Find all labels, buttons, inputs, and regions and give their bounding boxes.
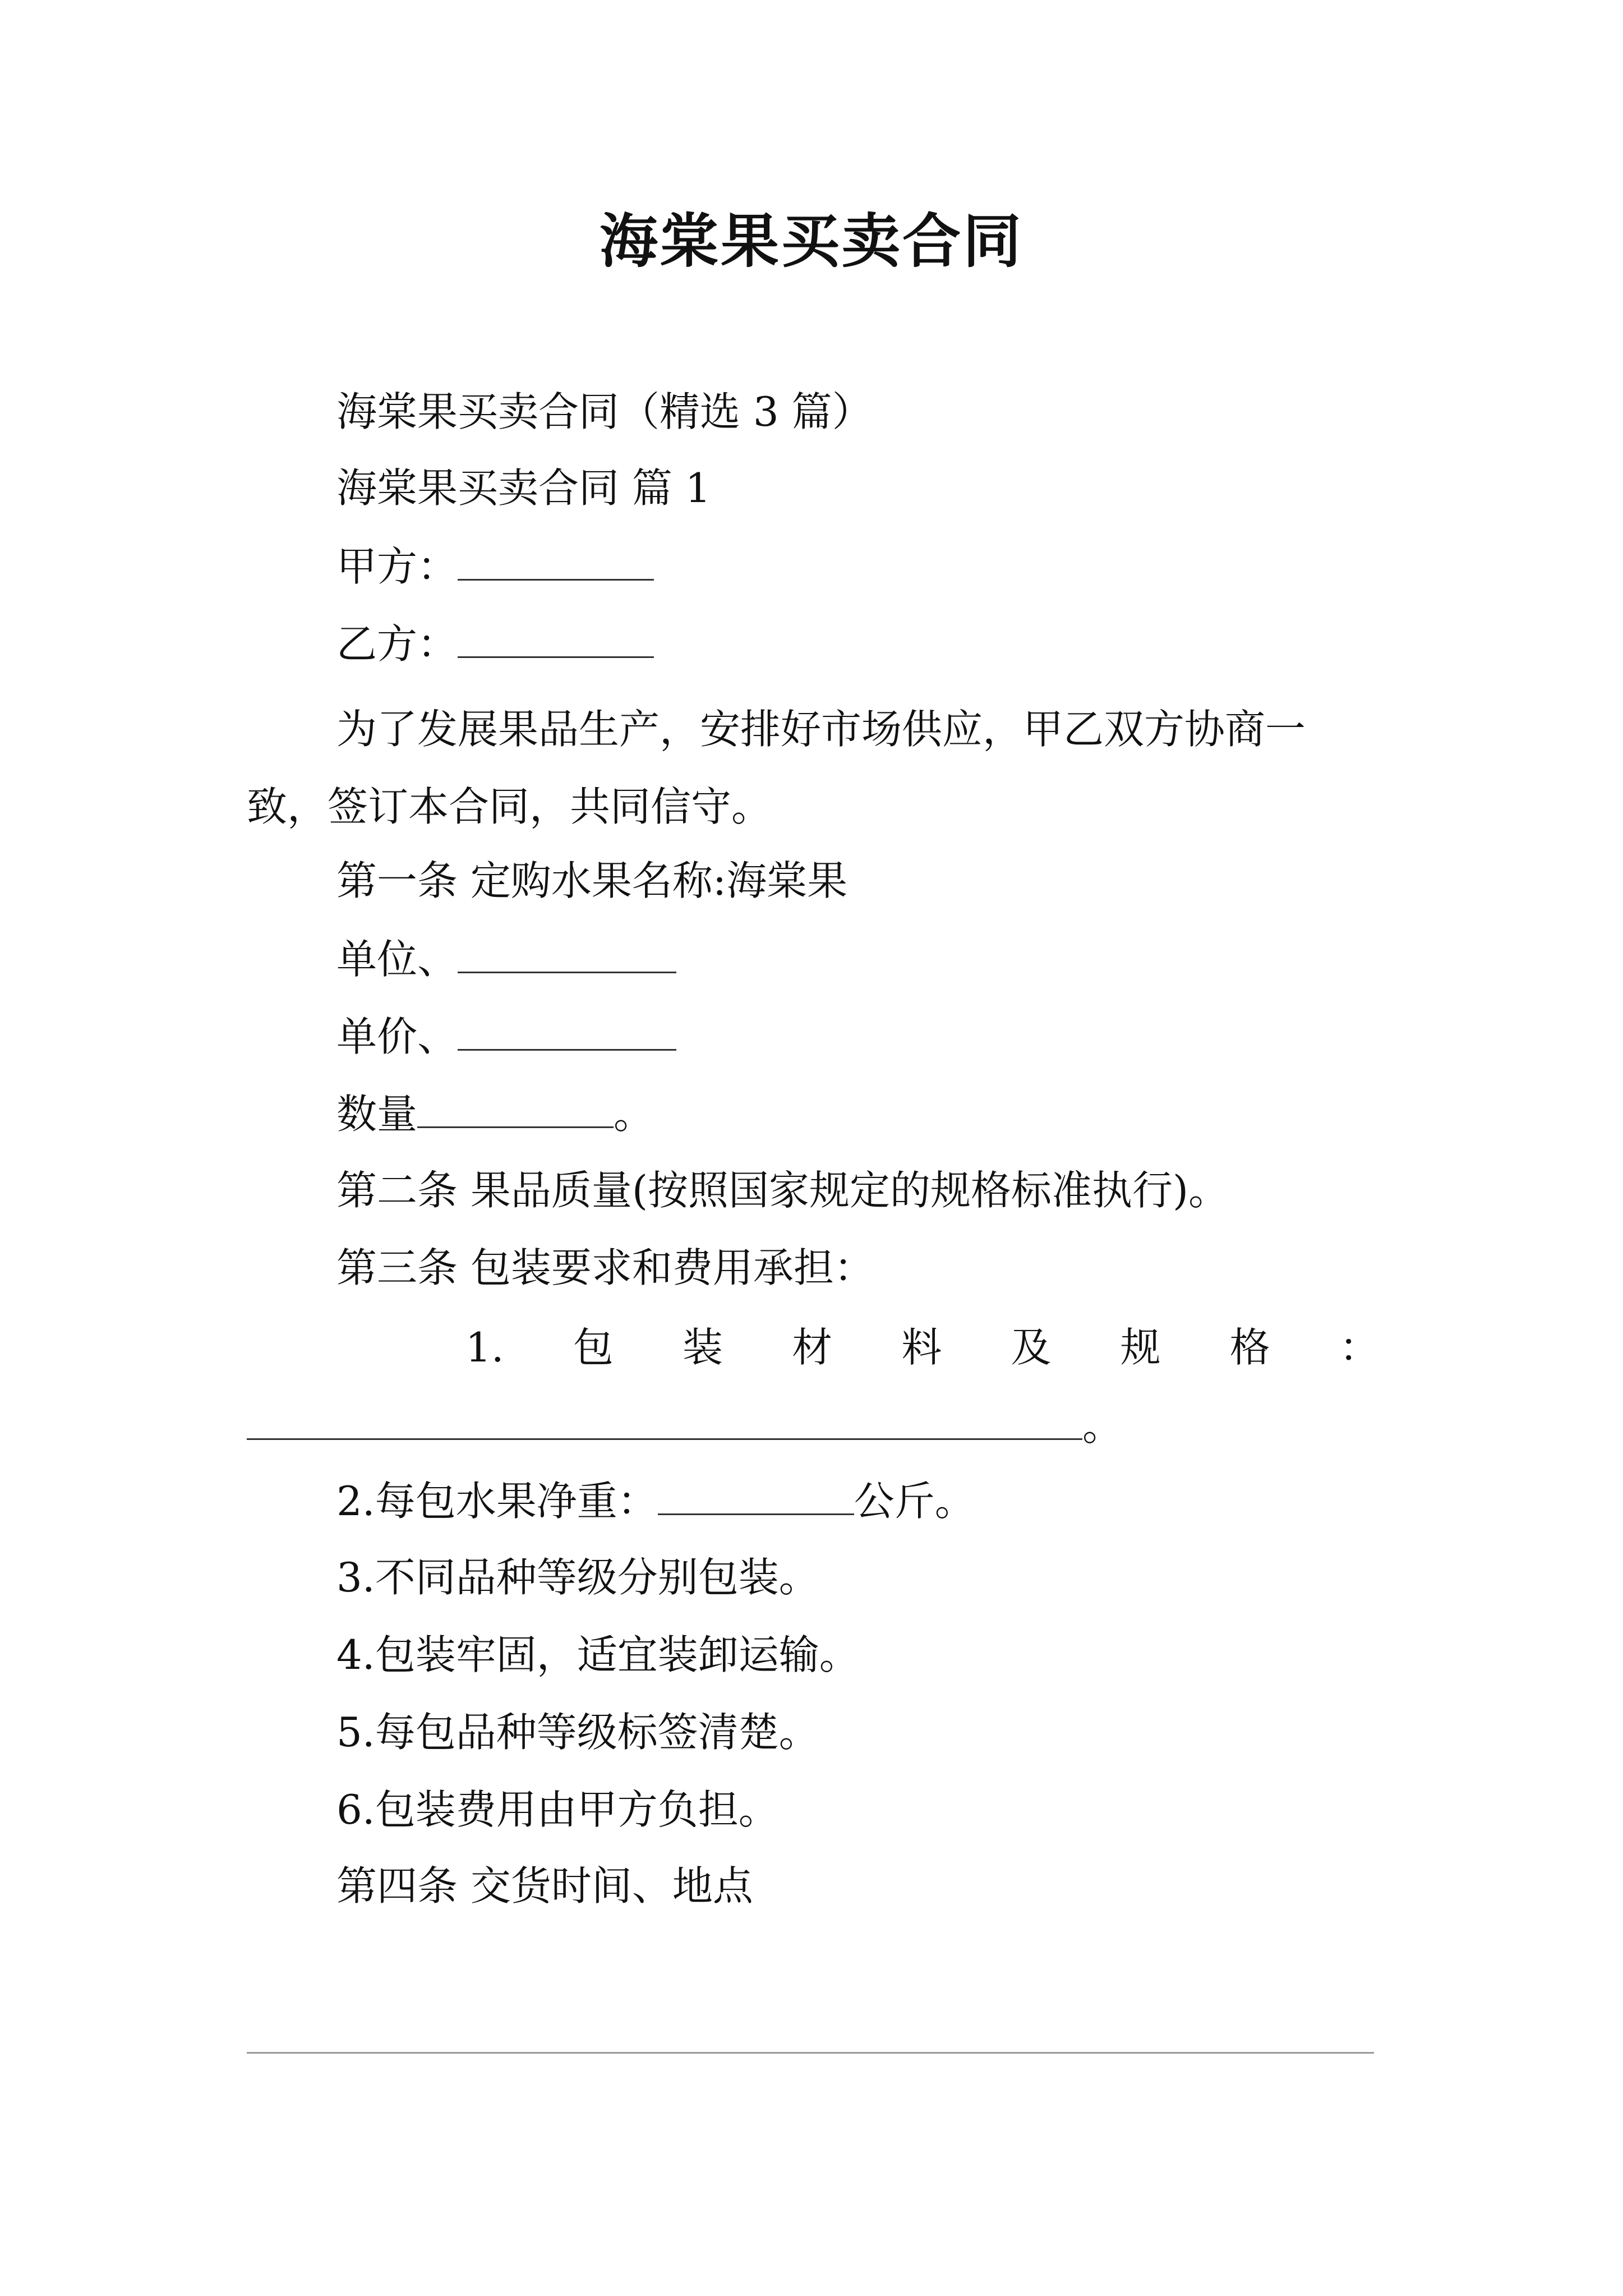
article-1: 第一条 定购水果名称:海棠果: [336, 857, 848, 904]
item-1-part: 1.: [465, 1324, 504, 1371]
item-4: 4.包装牢固，适宜装卸运输。: [336, 1631, 860, 1678]
item-1-line: [336, 1319, 1380, 1375]
quantity-line: [336, 1085, 654, 1142]
price-label: 单价、: [336, 1013, 458, 1060]
item-5: 5.每包品种等级标签清楚。: [336, 1709, 819, 1756]
item-1-continuation: [247, 1397, 1123, 1454]
document-title: 海棠果买卖合同: [599, 206, 1023, 275]
price-blank: [458, 1007, 676, 1051]
article-3: 第三条 包装要求和费用承担：: [336, 1244, 874, 1291]
item-1-part: 格: [1229, 1324, 1270, 1371]
party-a-line: [336, 537, 654, 595]
item-1-part: 材: [792, 1324, 833, 1371]
item-1-part: 及: [1011, 1324, 1052, 1371]
party-a-label: 甲方：: [336, 543, 458, 590]
item-6: 6.包装费用由甲方负担。: [336, 1786, 779, 1833]
footer-divider: [247, 2052, 1374, 2054]
item-2-line: [336, 1472, 975, 1529]
unit-line: [336, 930, 676, 987]
unit-blank: [458, 930, 676, 973]
section-heading: 海棠果买卖合同 篇 1: [336, 464, 711, 512]
item-1-part: 包: [573, 1324, 614, 1371]
intro-paragraph-line2: 致，签订本合同，共同信守。: [247, 783, 772, 830]
item-2-blank: [658, 1472, 854, 1515]
quantity-blank: [417, 1085, 614, 1128]
item-1-part: 料: [901, 1324, 942, 1371]
intro-paragraph-line1: 为了发展果品生产，安排好市场供应，甲乙双方协商一: [336, 706, 1306, 753]
party-b-label: 乙方：: [336, 620, 458, 668]
quantity-label: 数量: [336, 1091, 418, 1138]
unit-label: 单位、: [336, 936, 458, 983]
item-1-part: ：: [1339, 1324, 1380, 1371]
item-1-part: 规: [1120, 1324, 1161, 1371]
item-1-end: 。: [1082, 1402, 1123, 1450]
quantity-end: 。: [614, 1091, 654, 1138]
party-a-blank: [458, 537, 654, 581]
item-2-label: 2.每包水果净重：: [336, 1478, 658, 1525]
item-1-blank: [247, 1397, 1082, 1440]
item-3: 3.不同品种等级分别包装。: [336, 1554, 819, 1601]
item-2-unit: 公斤。: [854, 1478, 975, 1525]
price-line: [336, 1007, 676, 1065]
document-subtitle: 海棠果买卖合同（精选 3 篇）: [336, 388, 873, 435]
party-b-line: [336, 615, 654, 672]
item-1-part: 装: [683, 1324, 723, 1371]
party-b-blank: [458, 615, 654, 658]
article-2: 第二条 果品质量(按照国家规定的规格标准执行)。: [336, 1167, 1229, 1214]
article-4: 第四条 交货时间、地点: [336, 1862, 753, 1910]
